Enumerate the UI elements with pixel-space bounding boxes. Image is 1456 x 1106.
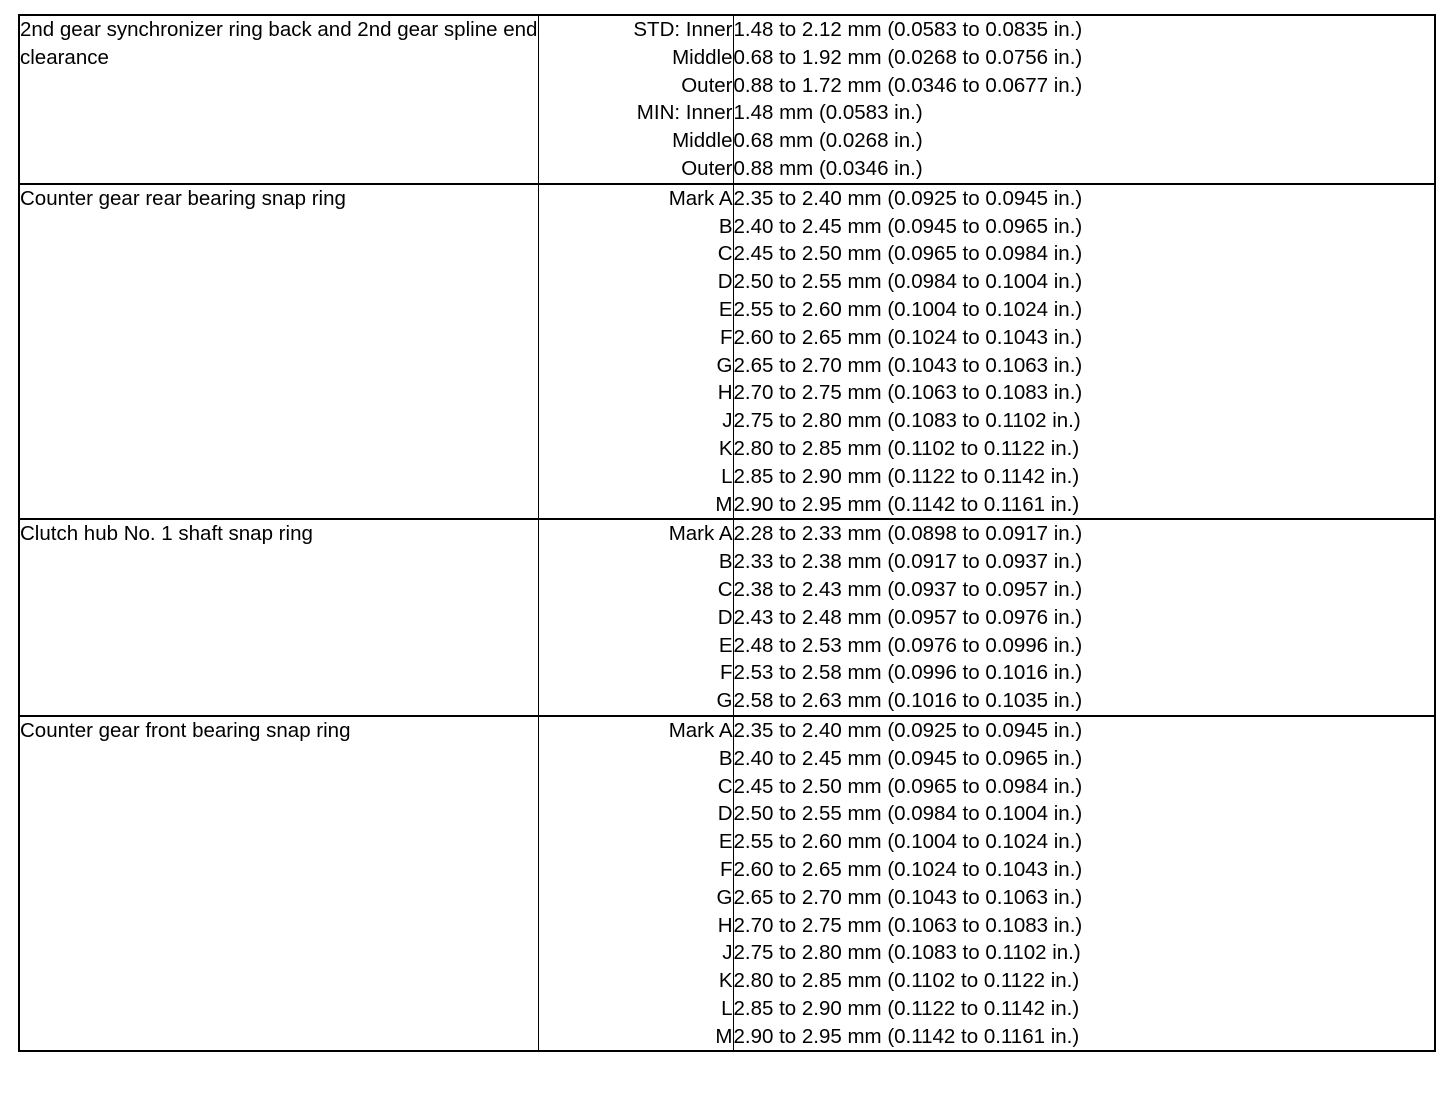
- spec-label: D: [717, 270, 733, 294]
- label-cell: [538, 184, 733, 520]
- spec-sheet: [18, 14, 1434, 1052]
- spec-label: G: [716, 689, 733, 713]
- spec-label: E: [718, 633, 733, 657]
- spec-value: 2.60 to 2.65 mm (0.1024 to 0.1043 in.): [733, 857, 1083, 881]
- spec-label: M: [715, 1024, 733, 1048]
- spec-value: 2.45 to 2.50 mm (0.0965 to 0.0984 in.): [733, 242, 1083, 266]
- spec-value: 2.48 to 2.53 mm (0.0976 to 0.0996 in.): [733, 633, 1083, 657]
- spec-label: C: [717, 774, 733, 798]
- spec-label: J: [722, 941, 733, 965]
- spec-value: 1.48 to 2.12 mm (0.0583 to 0.0835 in.): [733, 18, 1083, 41]
- spec-label: H: [717, 381, 733, 405]
- spec-value: 2.70 to 2.75 mm (0.1063 to 0.1083 in.): [733, 381, 1083, 405]
- spec-value: 0.68 mm (0.0268 in.): [733, 129, 923, 153]
- spec-value: 2.65 to 2.70 mm (0.1043 to 0.1063 in.): [733, 353, 1083, 377]
- spec-value: 2.38 to 2.43 mm (0.0937 to 0.0957 in.): [733, 577, 1083, 601]
- table-row: [19, 519, 1435, 716]
- table-row: [19, 184, 1435, 520]
- specification-table: [18, 14, 1436, 1052]
- spec-value: 2.45 to 2.50 mm (0.0965 to 0.0984 in.): [733, 774, 1083, 798]
- spec-label: E: [718, 830, 733, 854]
- spec-label: B: [718, 550, 733, 574]
- item-name: Counter gear front bearing snap ring: [20, 718, 351, 742]
- spec-label: STD: Inner: [633, 18, 733, 41]
- spec-value: 2.80 to 2.85 mm (0.1102 to 0.1122 in.): [733, 436, 1080, 460]
- spec-value: 2.43 to 2.48 mm (0.0957 to 0.0976 in.): [733, 605, 1083, 629]
- spec-value: 0.88 mm (0.0346 in.): [733, 156, 923, 180]
- spec-label: C: [717, 242, 733, 266]
- spec-label: Outer: [681, 73, 733, 97]
- item-cell: [19, 519, 538, 716]
- spec-value: 2.70 to 2.75 mm (0.1063 to 0.1083 in.): [733, 913, 1083, 937]
- spec-value: 2.50 to 2.55 mm (0.0984 to 0.1004 in.): [733, 270, 1083, 294]
- value-cell: [733, 184, 1435, 520]
- spec-label: D: [717, 802, 733, 826]
- label-cell: [538, 15, 733, 184]
- item-cell: [19, 716, 538, 1052]
- table-row: [19, 716, 1435, 1052]
- spec-value: 2.55 to 2.60 mm (0.1004 to 0.1024 in.): [733, 830, 1083, 854]
- spec-label: Middle: [672, 129, 733, 153]
- spec-label: K: [718, 969, 733, 993]
- spec-value: 0.68 to 1.92 mm (0.0268 to 0.0756 in.): [733, 45, 1083, 69]
- spec-label: Middle: [672, 45, 733, 69]
- value-cell: [733, 15, 1435, 184]
- spec-value: 2.35 to 2.40 mm (0.0925 to 0.0945 in.): [733, 186, 1083, 210]
- spec-value: 2.75 to 2.80 mm (0.1083 to 0.1102 in.): [733, 409, 1081, 433]
- spec-label: F: [719, 661, 733, 685]
- spec-label: F: [719, 325, 733, 349]
- spec-label: H: [717, 913, 733, 937]
- spec-label: G: [716, 353, 733, 377]
- spec-label: E: [718, 297, 733, 321]
- spec-label: Mark A: [668, 522, 733, 546]
- table-row: [19, 15, 1435, 184]
- spec-value: 2.60 to 2.65 mm (0.1024 to 0.1043 in.): [733, 325, 1083, 349]
- spec-label: Mark A: [668, 186, 733, 210]
- label-cell: [538, 519, 733, 716]
- value-cell: [733, 716, 1435, 1052]
- spec-label: K: [718, 436, 733, 460]
- spec-value: 2.85 to 2.90 mm (0.1122 to 0.1142 in.): [733, 464, 1080, 488]
- spec-label: B: [718, 214, 733, 238]
- spec-value: 2.58 to 2.63 mm (0.1016 to 0.1035 in.): [733, 689, 1083, 713]
- spec-label: D: [717, 605, 733, 629]
- spec-value: 2.35 to 2.40 mm (0.0925 to 0.0945 in.): [733, 718, 1083, 742]
- spec-label: L: [721, 464, 733, 488]
- spec-label: G: [716, 885, 733, 909]
- spec-value: 2.53 to 2.58 mm (0.0996 to 0.1016 in.): [733, 661, 1083, 685]
- item-cell: [19, 184, 538, 520]
- item-cell: [19, 15, 538, 184]
- spec-value: 2.55 to 2.60 mm (0.1004 to 0.1024 in.): [733, 297, 1083, 321]
- value-cell: [733, 519, 1435, 716]
- spec-label: L: [721, 996, 733, 1020]
- spec-value: 2.50 to 2.55 mm (0.0984 to 0.1004 in.): [733, 802, 1083, 826]
- spec-value: 2.85 to 2.90 mm (0.1122 to 0.1142 in.): [733, 996, 1080, 1020]
- spec-value: 2.40 to 2.45 mm (0.0945 to 0.0965 in.): [733, 214, 1083, 238]
- spec-value: 2.40 to 2.45 mm (0.0945 to 0.0965 in.): [733, 746, 1083, 770]
- item-name: 2nd gear synchronizer ring back and 2nd gear spline end clearance: [20, 18, 538, 69]
- spec-value: 2.28 to 2.33 mm (0.0898 to 0.0917 in.): [733, 522, 1083, 546]
- spec-value: 1.48 mm (0.0583 in.): [733, 101, 923, 125]
- spec-label: MIN: Inner: [636, 101, 733, 125]
- spec-value: 2.90 to 2.95 mm (0.1142 to 0.1161 in.): [733, 1024, 1080, 1048]
- spec-value: 2.65 to 2.70 mm (0.1043 to 0.1063 in.): [733, 885, 1083, 909]
- spec-value: 2.75 to 2.80 mm (0.1083 to 0.1102 in.): [733, 941, 1081, 965]
- spec-label: C: [717, 577, 733, 601]
- spec-label: J: [722, 409, 733, 433]
- spec-label: F: [719, 857, 733, 881]
- spec-label: M: [715, 492, 733, 516]
- specification-table-body: [19, 15, 1435, 1051]
- spec-label: Outer: [681, 156, 733, 180]
- spec-value: 2.80 to 2.85 mm (0.1102 to 0.1122 in.): [733, 969, 1080, 993]
- spec-label: Mark A: [668, 718, 733, 742]
- item-name: Counter gear rear bearing snap ring: [20, 186, 346, 210]
- label-cell: [538, 716, 733, 1052]
- spec-label: B: [718, 746, 733, 770]
- spec-value: 2.90 to 2.95 mm (0.1142 to 0.1161 in.): [733, 492, 1080, 516]
- item-name: Clutch hub No. 1 shaft snap ring: [20, 522, 313, 546]
- spec-value: 0.88 to 1.72 mm (0.0346 to 0.0677 in.): [733, 73, 1083, 97]
- spec-value: 2.33 to 2.38 mm (0.0917 to 0.0937 in.): [733, 550, 1083, 574]
